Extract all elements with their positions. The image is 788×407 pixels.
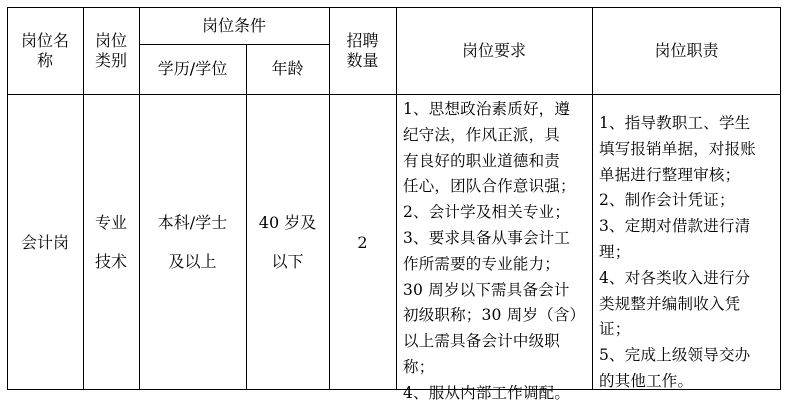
cell-age xyxy=(246,94,329,390)
cell-text: 及以上 xyxy=(168,252,217,271)
cell-text: 2 xyxy=(357,232,368,252)
duties-line: 单据进行整理审核； xyxy=(599,165,741,184)
cell-text: 技术 xyxy=(94,252,127,271)
header-text: 岗位名 xyxy=(20,30,69,50)
header-text: 类别 xyxy=(94,50,127,70)
header-age xyxy=(246,44,329,94)
duties-line: 的其他工作。 xyxy=(599,371,694,390)
header-duties xyxy=(592,7,781,94)
cell-hiring-count xyxy=(329,94,396,390)
header-requirements xyxy=(396,7,592,94)
requirements-line: 3、要求具备从事会计工 xyxy=(403,228,571,247)
requirements-line: 称； xyxy=(403,357,435,376)
header-text: 岗位条件 xyxy=(201,15,266,35)
cell-requirements xyxy=(403,97,589,407)
header-text: 岗位 xyxy=(94,30,127,50)
requirements-line: 以上需具备会计中级职 xyxy=(403,332,561,351)
duties-line: 填写报销单据，对报账 xyxy=(599,139,757,158)
cell-duties xyxy=(599,111,777,395)
header-text: 岗位要求 xyxy=(461,40,526,60)
duties-line: 理； xyxy=(599,242,631,261)
recruitment-table xyxy=(7,7,781,402)
requirements-line: 1、思想政治素质好，遵 xyxy=(403,100,571,118)
requirements-line: 初级职称；30 周岁（含） xyxy=(403,306,586,325)
duties-line: 类规整并编制收入凭 xyxy=(599,294,741,313)
header-position-name xyxy=(7,7,83,94)
header-hiring-count xyxy=(329,7,396,94)
duties-line: 3、定期对借款进行清 xyxy=(599,217,751,236)
header-position-category xyxy=(83,7,139,94)
cell-text: 本科/学士 xyxy=(157,213,228,232)
duties-line: 5、完成上级领导交办 xyxy=(599,346,751,365)
header-text: 年龄 xyxy=(271,59,304,78)
header-text: 岗位职责 xyxy=(654,40,719,60)
duties-line: 2、制作会计凭证； xyxy=(599,191,735,210)
header-position-conditions xyxy=(139,7,329,44)
cell-position-category xyxy=(83,94,139,390)
header-education xyxy=(139,44,246,94)
requirements-line: 纪守法，作风正派，具 xyxy=(403,125,561,144)
header-text: 学历/学位 xyxy=(157,59,228,78)
cell-text: 以下 xyxy=(271,252,304,271)
requirements-line: 30 周岁以下需具备会计 xyxy=(403,280,570,299)
requirements-line: 作所需要的专业能力； xyxy=(403,254,561,273)
cell-education xyxy=(139,94,246,390)
cell-position-name xyxy=(7,94,83,390)
requirements-line: 任心，团队合作意识强； xyxy=(403,177,576,196)
header-text: 招聘 xyxy=(346,30,379,50)
requirements-line: 4、服从内部工作调配。 xyxy=(403,383,571,402)
header-text: 数量 xyxy=(346,50,379,70)
duties-line: 4、对各类收入进行分 xyxy=(599,268,751,287)
requirements-line: 2、会计学及相关专业； xyxy=(403,203,571,222)
duties-line: 1、指导教职工、学生 xyxy=(599,114,751,132)
header-text: 称 xyxy=(36,50,53,70)
cell-text: 40 岁及 xyxy=(258,213,317,232)
duties-line: 证； xyxy=(599,320,631,339)
cell-text: 专业 xyxy=(94,213,127,232)
requirements-line: 有良好的职业道德和责 xyxy=(403,151,561,170)
cell-text: 会计岗 xyxy=(20,232,69,252)
